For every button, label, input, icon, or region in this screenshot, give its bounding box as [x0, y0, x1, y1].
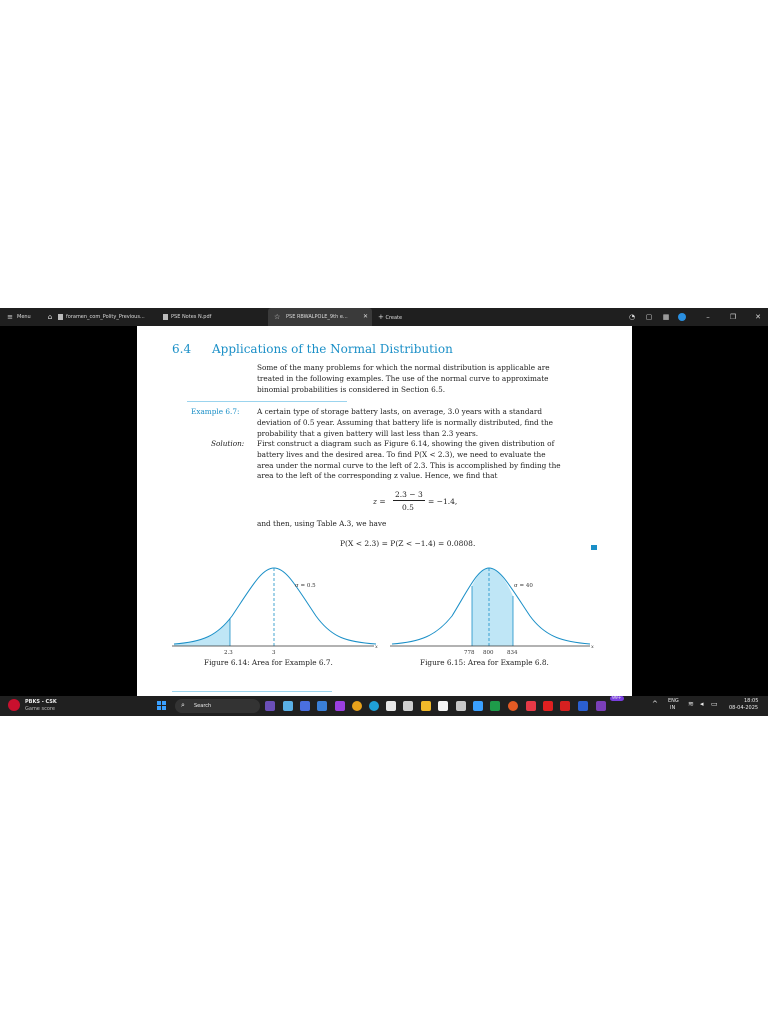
document-icon — [58, 314, 63, 320]
shaded-area — [472, 568, 513, 646]
figure-6-14 — [172, 556, 382, 656]
language-top[interactable]: ENG — [668, 698, 679, 704]
text-line: area under the normal curve to the left of 2.3. This is accomplished by finding the — [257, 460, 561, 470]
end-of-example-marker — [591, 545, 597, 550]
figure-6-14-caption: Figure 6.14: Area for Example 6.7. — [204, 658, 333, 667]
z-numerator: 2.3 − 3 — [395, 490, 423, 499]
text-line: area to the left of the corresponding z value. Hence, we find that — [257, 471, 498, 481]
tick-label: 2.3 — [224, 650, 233, 656]
tick-label: 800 — [483, 650, 494, 656]
clock-time[interactable]: 18:05 — [744, 698, 759, 704]
app-icon[interactable] — [386, 701, 396, 711]
notification-badge: 99+ — [612, 696, 622, 701]
section-title: Applications of the Normal Distribution — [212, 342, 453, 356]
z-rhs: = −1.4, — [428, 497, 458, 506]
sigma-label: σ = 40 — [514, 583, 533, 589]
tick-label: 3 — [272, 650, 276, 656]
text-line: First construct a diagram such as Figure 6.14, showing the given distribution of — [257, 439, 555, 448]
menu-icon[interactable]: ≡ — [7, 313, 13, 321]
youtube-icon[interactable] — [543, 701, 553, 711]
divider — [187, 401, 347, 402]
divider — [172, 691, 332, 692]
figure-6-15 — [390, 556, 600, 656]
taskbar — [0, 696, 768, 716]
search-label: Search — [194, 703, 212, 709]
pdf-reader-icon[interactable] — [560, 701, 570, 711]
spreadsheet-icon[interactable] — [490, 701, 500, 711]
home-icon[interactable]: ⌂ — [47, 313, 53, 321]
folder-icon[interactable] — [421, 701, 431, 711]
tab-pse-walpole[interactable] — [268, 308, 372, 326]
check-icon[interactable] — [473, 701, 483, 711]
brave-icon[interactable] — [508, 701, 518, 711]
create-tab-button[interactable] — [378, 308, 402, 326]
file-explorer-icon[interactable] — [283, 701, 293, 711]
window-close-icon[interactable]: ✕ — [755, 313, 761, 321]
app-icon[interactable] — [456, 701, 466, 711]
example-label: Example 6.7: — [191, 407, 240, 416]
pin-icon: ☆ — [274, 313, 281, 321]
teams-icon[interactable] — [317, 701, 327, 711]
solution-paragraph — [257, 439, 561, 482]
tab-label: foramen_com_Polity_Previous... — [66, 314, 145, 320]
chrome-icon[interactable] — [352, 701, 362, 711]
app-icon[interactable] — [335, 701, 345, 711]
shaded-area — [174, 618, 230, 646]
app-icon[interactable] — [526, 701, 536, 711]
minimize-icon[interactable]: – — [706, 313, 710, 321]
text-line: battery lives and the desired area. To find P(X < 2.3), we need to evaluate the — [257, 449, 546, 459]
copilot-icon[interactable] — [300, 701, 310, 711]
game-subtitle: Game score — [25, 706, 55, 712]
word-icon[interactable] — [578, 701, 588, 711]
document-icon — [163, 314, 168, 320]
cricket-icon[interactable] — [8, 699, 20, 711]
solution-label: Solution: — [211, 439, 245, 448]
windows-start-icon[interactable] — [157, 701, 167, 711]
tick-label: 778 — [464, 650, 475, 656]
tick-label: 834 — [507, 650, 518, 656]
app-icon[interactable] — [596, 701, 606, 711]
section-number: 6.4 — [172, 342, 192, 356]
widget-icon[interactable] — [265, 701, 275, 711]
language-bottom: IN — [670, 705, 676, 711]
game-title[interactable]: PBKS - CSK — [25, 699, 57, 705]
text-line: probability that a given battery will last less than 2.3 years. — [257, 428, 479, 438]
wifi-icon[interactable]: ≋ — [688, 700, 694, 708]
volume-icon[interactable]: ◂ — [700, 700, 704, 708]
text-line: deviation of 0.5 year. Assuming that battery life is normally distributed, find the — [257, 417, 554, 427]
fraction-bar — [393, 500, 425, 501]
then-text: and then, using Table A.3, we have — [257, 519, 387, 528]
text-line: treated in the following examples. The use of the normal curve to approximate — [257, 373, 549, 383]
close-icon[interactable]: ✕ — [363, 313, 369, 320]
grid-icon[interactable]: ▦ — [662, 313, 670, 321]
battery-icon[interactable]: ▭ — [711, 700, 718, 708]
search-box[interactable] — [175, 699, 260, 713]
text-line: binomial probabilities is considered in Section 6.5. — [257, 384, 446, 394]
maximize-icon[interactable]: ❐ — [729, 313, 737, 321]
tab-pse-notes[interactable] — [163, 308, 263, 326]
notes-icon[interactable]: ▢ — [645, 313, 653, 321]
browser-tab-bar — [0, 308, 768, 326]
figure-6-15-caption: Figure 6.15: Area for Example 6.8. — [420, 658, 549, 667]
screen — [0, 308, 768, 716]
pdf-viewer[interactable] — [0, 326, 768, 700]
create-label: Create — [385, 315, 403, 321]
bell-icon[interactable]: ◔ — [628, 313, 636, 321]
example-paragraph — [257, 407, 553, 439]
text-line: Some of the many problems for which the normal distribution is applicable are — [257, 363, 550, 372]
tab-polity[interactable] — [58, 308, 158, 326]
intro-paragraph — [257, 363, 550, 395]
clock-date: 08-04-2025 — [729, 705, 759, 711]
tab-label: PSE Notes N.pdf — [171, 314, 212, 320]
chevron-up-icon[interactable]: ^ — [652, 700, 658, 708]
probability-equation: P(X < 2.3) = P(Z < −1.4) = 0.0808. — [340, 539, 476, 548]
pdf-page — [137, 326, 632, 700]
normal-curve — [174, 568, 376, 644]
text-line: A certain type of storage battery lasts, on average, 3.0 years with a standard — [257, 407, 543, 416]
axis-label: x — [591, 644, 594, 650]
axis-label: x — [375, 644, 378, 650]
z-lhs: z = — [373, 497, 386, 506]
search-icon: ⌕ — [181, 701, 185, 709]
menu-button[interactable]: Menu — [17, 314, 31, 320]
app-icon[interactable] — [438, 701, 448, 711]
edge-icon[interactable] — [369, 701, 379, 711]
sigma-label: σ = 0.5 — [295, 583, 316, 589]
app-icon[interactable] — [403, 701, 413, 711]
plus-icon: + — [378, 313, 384, 321]
profile-icon[interactable] — [678, 313, 686, 321]
tab-label: PSE RBWALPOLE_9th e... — [286, 314, 348, 320]
z-denominator: 0.5 — [402, 503, 414, 512]
